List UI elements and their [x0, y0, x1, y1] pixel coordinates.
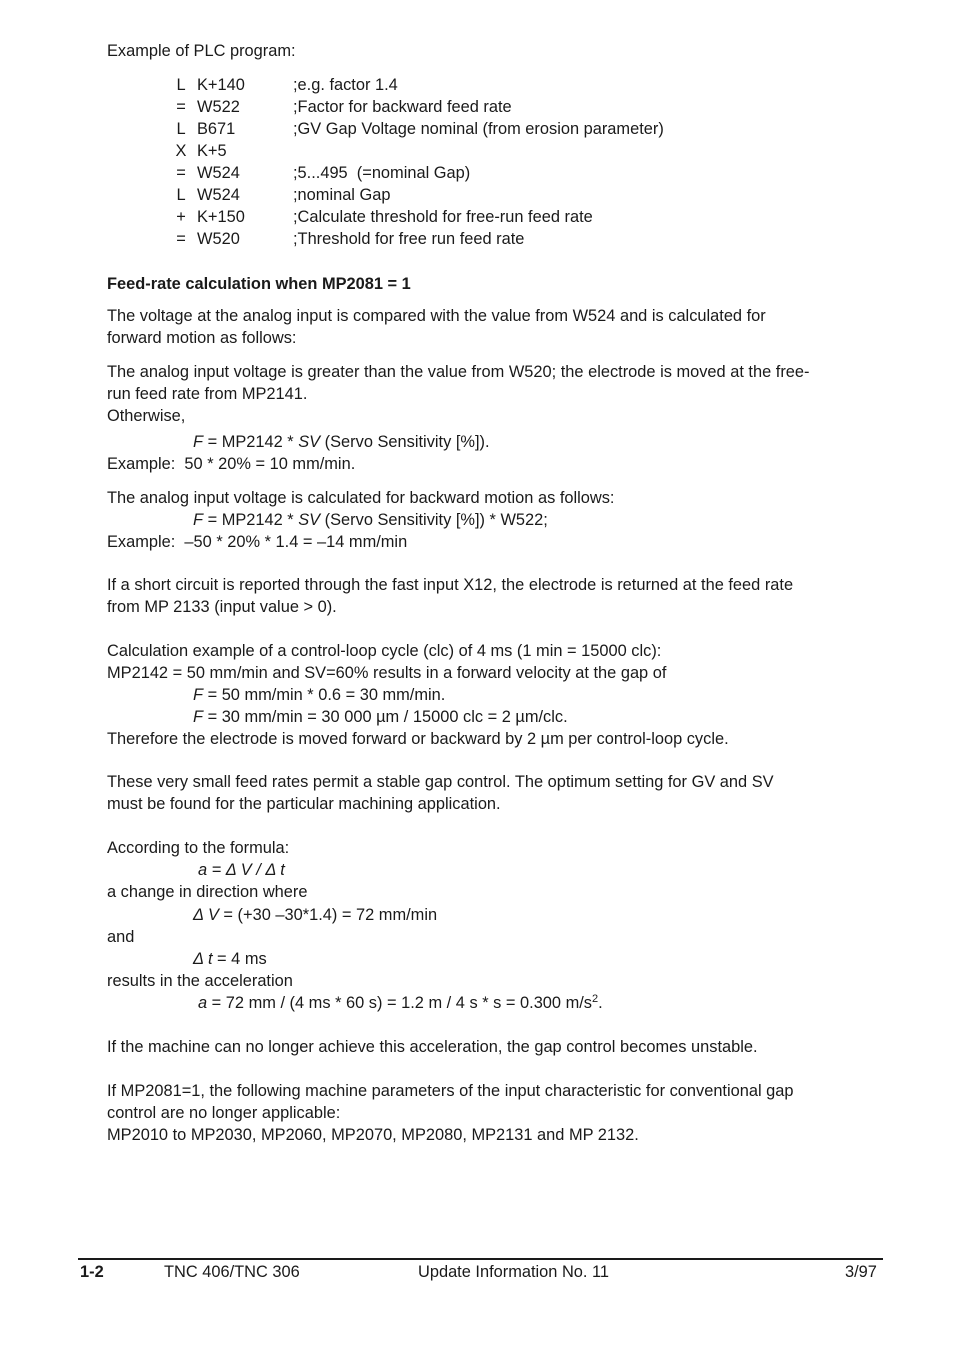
- paragraph-line: Therefore the electrode is moved forward or backward by 2 µm per control-loop cycle.: [107, 730, 729, 748]
- formula: [198, 992, 603, 1014]
- plc-op: =: [176, 98, 186, 116]
- footer-document: Update Information No. 11: [418, 1263, 610, 1281]
- formula-text: = 4 ms: [212, 950, 267, 968]
- formula: [193, 509, 548, 531]
- paragraph-line: a change in direction where: [107, 883, 308, 901]
- paragraph-line: If MP2081=1, the following machine parameters of the input characteristic for conventional gap: [107, 1082, 794, 1100]
- plc-comment: ;Calculate threshold for free-run feed rate: [293, 208, 593, 226]
- formula-text: = 72 mm / (4 ms * 60 s) = 1.2 m / 4 s * s = 0.300 m/s: [207, 994, 592, 1012]
- formula-var: Δ t: [193, 950, 213, 968]
- plc-comment: ;GV Gap Voltage nominal (from erosion parameter): [293, 120, 664, 138]
- formula-var: SV: [298, 511, 321, 529]
- plc-op: L: [176, 76, 186, 94]
- paragraph-line: Calculation example of a control-loop cycle (clc) of 4 ms (1 min = 15000 clc):: [107, 642, 662, 660]
- formula-var: F: [193, 686, 204, 704]
- section-heading: Feed-rate calculation when MP2081 = 1: [107, 275, 411, 293]
- footer-date: 3/97: [845, 1263, 877, 1281]
- plc-comment: ;nominal Gap: [293, 186, 391, 204]
- formula-text: = 30 mm/min = 30 000 µm / 15000 clc = 2 µm/clc.: [203, 708, 568, 726]
- footer-page-number: 1-2: [80, 1263, 104, 1281]
- formula: a = Δ V / Δ t: [198, 861, 285, 879]
- plc-op: L: [176, 186, 186, 204]
- formula-text: = MP2142 *: [203, 511, 299, 529]
- plc-arg: K+150: [197, 208, 245, 226]
- paragraph-line: run feed rate from MP2141.: [107, 385, 308, 403]
- plc-op: +: [176, 208, 186, 226]
- footer-model: TNC 406/TNC 306: [164, 1263, 300, 1281]
- plc-op: =: [176, 164, 186, 182]
- formula: [193, 684, 445, 706]
- paragraph-line: MP2142 = 50 mm/min and SV=60% results in a forward velocity at the gap of: [107, 664, 667, 682]
- formula-var: F: [193, 433, 204, 451]
- formula-var: Δ V: [193, 906, 219, 924]
- plc-comment: ;e.g. factor 1.4: [293, 76, 398, 94]
- paragraph-line: results in the acceleration: [107, 972, 293, 990]
- paragraph-line: from MP 2133 (input value > 0).: [107, 598, 337, 616]
- formula-text: .: [598, 994, 603, 1012]
- formula: [193, 431, 490, 453]
- formula-var: F: [193, 708, 204, 726]
- paragraph-line: The analog input voltage is calculated for backward motion as follows:: [107, 489, 615, 507]
- intro-text: Example of PLC program:: [107, 42, 296, 60]
- formula-var: F: [193, 511, 204, 529]
- plc-op: =: [176, 230, 186, 248]
- plc-op: X: [175, 142, 187, 160]
- paragraph-line: control are no longer applicable:: [107, 1104, 341, 1122]
- plc-arg: K+5: [197, 142, 227, 160]
- formula-var: a: [198, 994, 208, 1012]
- paragraph-line: These very small feed rates permit a stable gap control. The optimum setting for GV and SV: [107, 773, 774, 791]
- plc-op: L: [176, 120, 186, 138]
- paragraph-line: forward motion as follows:: [107, 329, 297, 347]
- paragraph-line: The voltage at the analog input is compared with the value from W524 and is calculated for: [107, 307, 766, 325]
- example-line: Example: 50 * 20% = 10 mm/min.: [107, 455, 356, 473]
- plc-arg: W520: [197, 230, 240, 248]
- paragraph-line: and: [107, 928, 135, 946]
- paragraph-line: must be found for the particular machining application.: [107, 795, 501, 813]
- plc-arg: W522: [197, 98, 240, 116]
- paragraph-line: If a short circuit is reported through the fast input X12, the electrode is returned at the feed rate: [107, 576, 794, 594]
- formula-var: SV: [298, 433, 321, 451]
- paragraph-line: Otherwise,: [107, 407, 186, 425]
- footer-rule: [78, 1258, 883, 1260]
- plc-comment: ;5...495 (=nominal Gap): [293, 164, 471, 182]
- plc-arg: W524: [197, 186, 240, 204]
- formula: [193, 706, 568, 728]
- plc-comment: ;Factor for backward feed rate: [293, 98, 512, 116]
- formula-text: (Servo Sensitivity [%]).: [320, 433, 490, 451]
- formula-text: (Servo Sensitivity [%]) * W522;: [320, 511, 548, 529]
- formula-text: = MP2142 *: [203, 433, 299, 451]
- plc-arg: B671: [197, 120, 236, 138]
- paragraph-line: According to the formula:: [107, 839, 290, 857]
- paragraph-line: If the machine can no longer achieve this acceleration, the gap control becomes unstable.: [107, 1038, 758, 1056]
- paragraph-line: The analog input voltage is greater than the value from W520; the electrode is moved at the free-: [107, 363, 810, 381]
- paragraph-line: MP2010 to MP2030, MP2060, MP2070, MP2080, MP2131 and MP 2132.: [107, 1126, 639, 1144]
- formula: [193, 904, 437, 926]
- example-line: Example: –50 * 20% * 1.4 = –14 mm/min: [107, 533, 408, 551]
- superscript: 2: [592, 993, 599, 1005]
- plc-arg: K+140: [197, 76, 245, 94]
- formula: [193, 948, 267, 970]
- formula-text: = 50 mm/min * 0.6 = 30 mm/min.: [203, 686, 446, 704]
- plc-comment: ;Threshold for free run feed rate: [293, 230, 525, 248]
- formula-text: = (+30 –30*1.4) = 72 mm/min: [218, 906, 438, 924]
- plc-arg: W524: [197, 164, 240, 182]
